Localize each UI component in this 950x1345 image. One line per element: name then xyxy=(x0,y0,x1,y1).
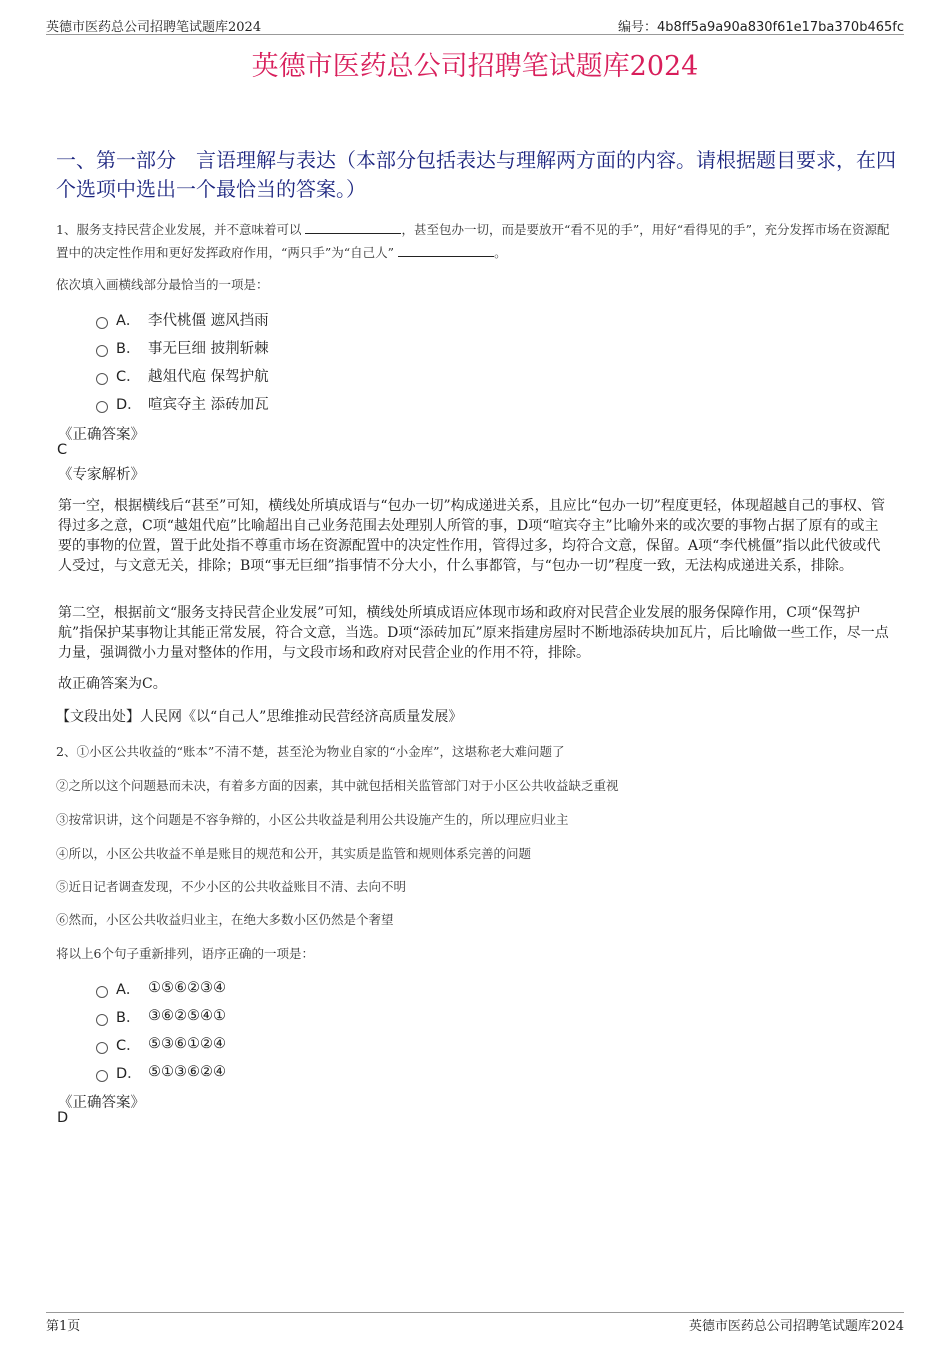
question-1-prompt: 依次填入画横线部分最恰当的一项是： xyxy=(56,277,269,292)
question-2-sentence-1: 2、①小区公共收益的“账本”不清不楚，甚至沦为物业自家的“小金库”，这堪称老大难问题了 xyxy=(56,744,565,759)
option-c[interactable]: C． 越俎代庖 保驾护航 xyxy=(96,361,269,389)
analysis-paragraph-2: 第二空，根据前文“服务支持民营企业发展”可知，横线处所填成语应体现市场和政府对民营企业发展的服务保障作用，C项“保驾护航”指保护某事物让其能正常发展，符合文意，当选。D项“添砖加瓦”原来指建房屋时不断地添砖块加瓦片，后比喻做一些工作，尽一点力量，强调微小力量对整体的作用，与文段市场和政府对民营企业的作用不符，排除。 xyxy=(58,605,889,661)
fill-blank-1 xyxy=(305,221,401,234)
radio-icon[interactable] xyxy=(96,1014,108,1026)
option-d[interactable]: D． 喧宾夺主 添砖加瓦 xyxy=(96,389,269,417)
analysis-paragraph-1: 第一空，根据横线后“甚至”可知，横线处所填成语与“包办一切”构成递进关系，且应比“包办一切”程度更轻，体现超越自己的事权、管得过多之意，C项“越俎代庖”比喻超出自己业务范围去处理别人所管的事，D项“喧宾夺主”比喻外来的或次要的事物占据了原有的或主要的事物的位置，置于此处指不尊重市场在资源配置中的决定性作用，管得过多，均符合文意，保留。A项“李代桃僵”指以此代彼或代人受过，与文意无关，排除；B项“事无巨细”指事情不分大小，什么事都管，与“包办一切”程度一致，无法构成递进关系，排除。 xyxy=(58,498,885,574)
section-heading: 一、第一部分 言语理解与表达（本部分包括表达与理解两方面的内容。请根据题目要求，在四个选项中选出一个最恰当的答案。） xyxy=(56,148,896,201)
question-2-options xyxy=(96,974,226,1086)
option-a[interactable]: A． ①⑤⑥②③④ xyxy=(96,974,226,1002)
question-1-options xyxy=(96,305,269,417)
page-number: 第1页 xyxy=(46,1319,81,1334)
option-b[interactable]: B． ③⑥②⑤④① xyxy=(96,1002,226,1030)
answer-label-1: 《正确答案》 xyxy=(58,427,145,443)
analysis-label: 《专家解析》 xyxy=(58,467,145,483)
option-c[interactable]: C． ⑤③⑥①②④ xyxy=(96,1030,226,1058)
page-header xyxy=(46,14,904,35)
answer-label-2: 《正确答案》 xyxy=(58,1095,145,1111)
footer-title: 英德市医药总公司招聘笔试题库2024 xyxy=(688,1319,904,1334)
document-title: 英德市医药总公司招聘笔试题库2024 xyxy=(251,51,699,82)
question-2-sentence-2: ②之所以这个问题悬而未决，有着多方面的因素，其中就包括相关监管部门对于小区公共收益缺乏重视 xyxy=(56,778,619,793)
serial-label: 编号： xyxy=(617,20,657,35)
question-1-stem: 1、服务支持民营企业发展，并不意味着可以 ，甚至包办一切，而是要放开“看不见的手”，用好“看得见的手”，充分发挥市场在资源配置中的决定性作用和更好发挥政府作用，“两只手”为“自己人” 。 xyxy=(56,222,890,260)
question-2-sentence-4: ④所以，小区公共收益不单是账目的规范和公开，其实质是监管和规则体系完善的问题 xyxy=(56,846,532,861)
fill-blank-2 xyxy=(398,244,494,257)
page-footer xyxy=(46,1312,904,1333)
analysis-conclusion: 故正确答案为C。 xyxy=(58,676,167,692)
question-2-sentence-6: ⑥然而，小区公共收益归业主，在绝大多数小区仍然是个奢望 xyxy=(56,912,394,927)
answer-2: D xyxy=(57,1110,69,1126)
header-title: 英德市医药总公司招聘笔试题库2024 xyxy=(46,20,262,35)
option-a[interactable]: A． 李代桃僵 遮风挡雨 xyxy=(96,305,269,333)
source-citation: 【文段出处】人民网《以“自己人”思维推动民营经济高质量发展》 xyxy=(56,709,463,725)
option-b[interactable]: B． 事无巨细 披荆斩棘 xyxy=(96,333,269,361)
question-2-prompt: 将以上6个句子重新排列，语序正确的一项是： xyxy=(56,946,314,961)
option-d[interactable]: D． ⑤①③⑥②④ xyxy=(96,1058,226,1086)
answer-1: C xyxy=(57,442,68,458)
radio-icon[interactable] xyxy=(96,401,108,413)
question-2-sentence-3: ③按常识讲，这个问题是不容争辩的，小区公共收益是利用公共设施产生的，所以理应归业主 xyxy=(56,812,569,827)
radio-icon[interactable] xyxy=(96,317,108,329)
radio-icon[interactable] xyxy=(96,1042,108,1054)
radio-icon[interactable] xyxy=(96,986,108,998)
serial-number: 4b8ff5a9a90a830f61e17ba370b465fc xyxy=(656,20,904,35)
radio-icon[interactable] xyxy=(96,345,108,357)
question-2-sentence-5: ⑤近日记者调查发现，不少小区的公共收益账目不清、去向不明 xyxy=(56,879,407,894)
radio-icon[interactable] xyxy=(96,1070,108,1082)
radio-icon[interactable] xyxy=(96,373,108,385)
header-serial xyxy=(618,16,904,35)
